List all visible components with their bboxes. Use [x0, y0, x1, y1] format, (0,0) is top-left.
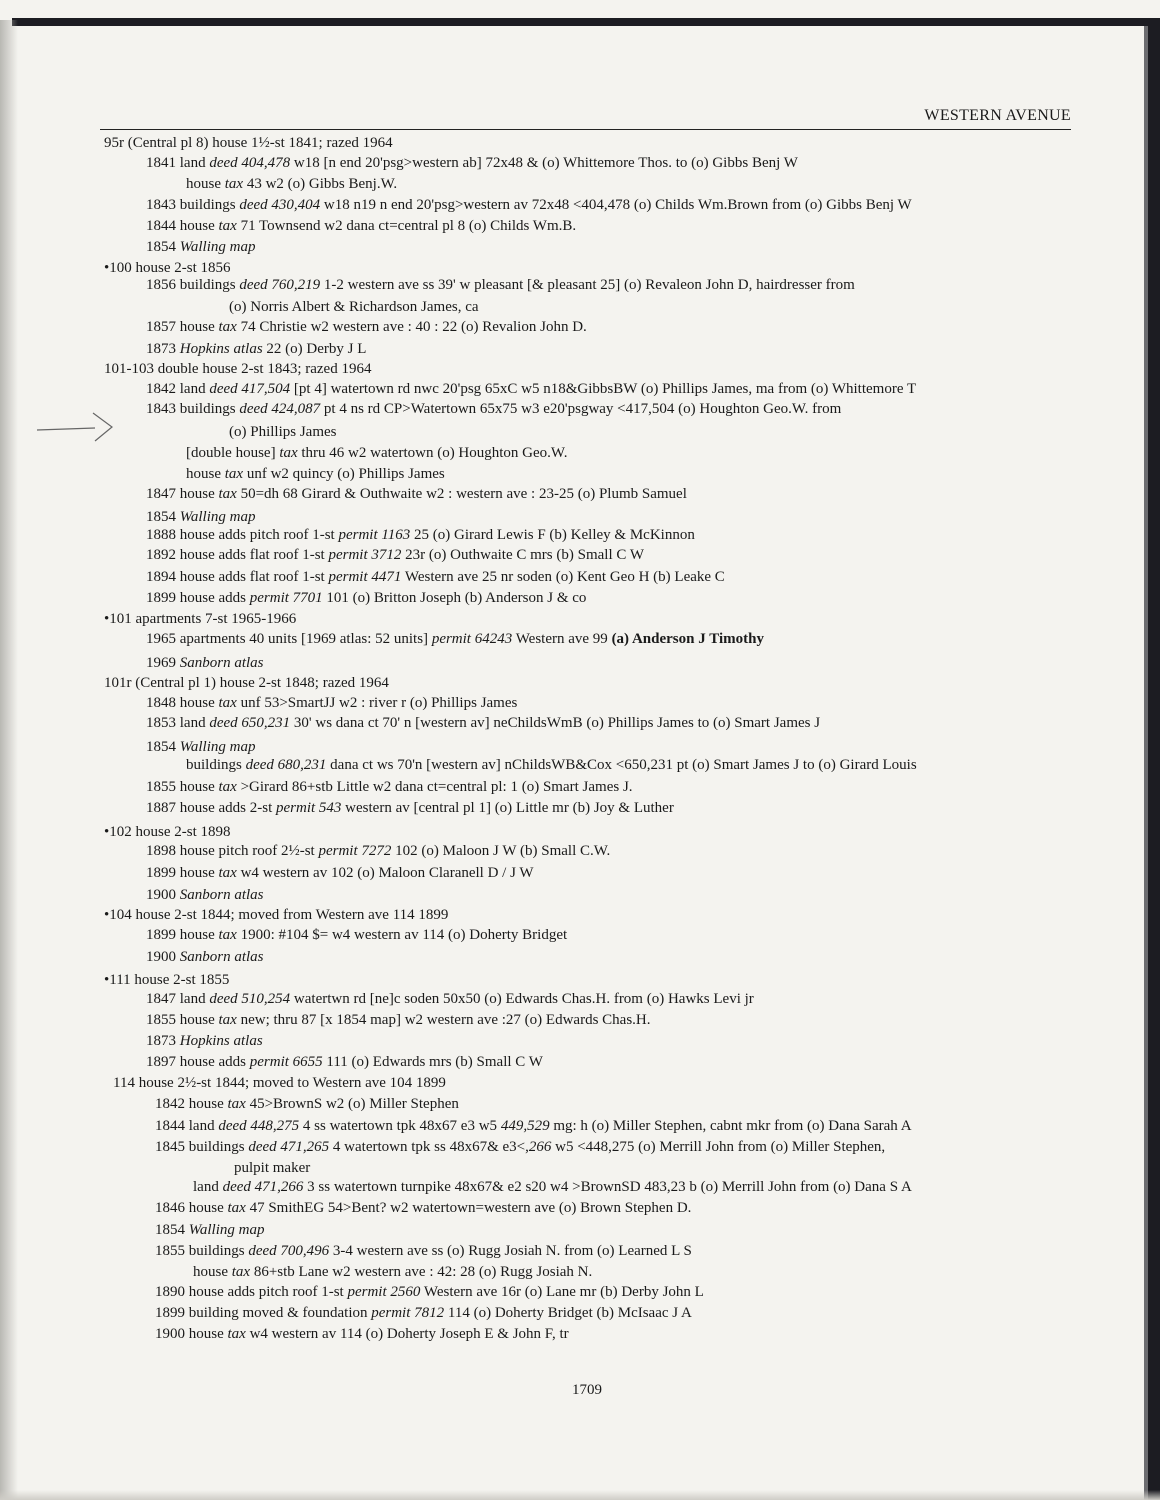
- page-title: WESTERN AVENUE: [924, 107, 1071, 124]
- entry-line: house tax 86+stb Lane w2 western ave : 42: 28 (o) Rugg Josiah N.: [193, 1264, 593, 1280]
- scan-left-shadow: [0, 20, 18, 1500]
- entry-line: 1855 house tax >Girard 86+stb Little w2 dana ct=central pl: 1 (o) Smart James J.: [146, 779, 633, 795]
- entry-line: 1847 house tax 50=dh 68 Girard & Outhwaite w2 : western ave : 23-25 (o) Plumb Samuel: [146, 486, 687, 502]
- entry-line: 1843 buildings deed 430,404 w18 n19 n end 20'psg>western av 72x48 <404,478 (o) Childs Wm.Brown from (o) Gibbs Benj W: [146, 197, 912, 213]
- entry-line: 1900 house tax w4 western av 114 (o) Doherty Joseph E & John F, tr: [155, 1326, 569, 1342]
- entry-line: 1844 house tax 71 Townsend w2 dana ct=central pl 8 (o) Childs Wm.B.: [146, 218, 577, 234]
- scan-right-edge: [1148, 18, 1160, 1500]
- entry-line: 1842 house tax 45>BrownS w2 (o) Miller Stephen: [155, 1096, 459, 1112]
- entry-line: buildings deed 680,231 dana ct ws 70'n [western av] nChildsWB&Cox <650,231 pt (o) Smart James J to (o) Girard Louis: [186, 757, 917, 773]
- entry-line: 1848 house tax unf 53>SmartJJ w2 : river r (o) Phillips James: [146, 695, 518, 711]
- entry-line: land deed 471,266 3 ss watertown turnpike 48x67& e2 s20 w4 >BrownSD 483,23 b (o) Merrill John from (o) Dana S A: [193, 1179, 912, 1195]
- entry-line: 1900 Sanborn atlas: [146, 949, 264, 965]
- entry-line: 114 house 2½-st 1844; moved to Western ave 104 1899: [113, 1075, 446, 1091]
- entry-line: house tax unf w2 quincy (o) Phillips James: [186, 466, 445, 482]
- entry-line: 1898 house pitch roof 2½-st permit 7272 102 (o) Maloon J W (b) Small C.W.: [146, 843, 611, 859]
- entry-line: 1841 land deed 404,478 w18 [n end 20'psg>western ab] 72x48 & (o) Whittemore Thos. to (o) Gibbs Benj W: [146, 155, 798, 171]
- entry-line: 101r (Central pl 1) house 2-st 1848; razed 1964: [104, 675, 389, 691]
- entry-line: 1854 Walling map: [146, 239, 256, 255]
- entry-line: 1900 Sanborn atlas: [146, 887, 264, 903]
- entry-line: 1873 Hopkins atlas: [146, 1033, 263, 1049]
- entry-line: •102 house 2-st 1898: [104, 824, 231, 840]
- entry-line: 1899 house tax w4 western av 102 (o) Maloon Claranell D / J W: [146, 865, 534, 881]
- entry-line: •111 house 2-st 1855: [104, 972, 230, 988]
- entry-line: pulpit maker: [234, 1160, 311, 1176]
- entry-line: 1899 building moved & foundation permit 7812 114 (o) Doherty Bridget (b) McIsaac J A: [155, 1305, 692, 1321]
- entry-line: 1969 Sanborn atlas: [146, 655, 264, 671]
- scan-bottom-shadow: [0, 1490, 1160, 1500]
- entry-line: •104 house 2-st 1844; moved from Western ave 114 1899: [104, 907, 449, 923]
- entry-line: 95r (Central pl 8) house 1½-st 1841; razed 1964: [104, 135, 393, 151]
- entry-line: 1894 house adds flat roof 1-st permit 4471 Western ave 25 nr soden (o) Kent Geo H (b) Leake C: [146, 569, 725, 585]
- entry-line: 1854 Walling map: [146, 739, 256, 755]
- entry-line: 1899 house adds permit 7701 101 (o) Britton Joseph (b) Anderson J & co: [146, 590, 587, 606]
- entry-line: 1892 house adds flat roof 1-st permit 3712 23r (o) Outhwaite C mrs (b) Small C W: [146, 547, 644, 563]
- entry-line: •101 apartments 7-st 1965-1966: [104, 611, 297, 627]
- entry-line: 1965 apartments 40 units [1969 atlas: 52 units] permit 64243 Western ave 99 (a) Anderson J Timothy: [146, 631, 764, 647]
- entry-line: 1843 buildings deed 424,087 pt 4 ns rd CP>Watertown 65x75 w3 e20'psgway <417,504 (o) Houghton Geo.W. from: [146, 401, 842, 417]
- entry-line: 1842 land deed 417,504 [pt 4] watertown rd nwc 20'psg 65xC w5 n18&GibbsBW (o) Phillips James, ma from (o) Whittemore T: [146, 381, 917, 397]
- entry-line: [double house] tax thru 46 w2 watertown (o) Houghton Geo.W.: [186, 445, 568, 461]
- entry-line: (o) Norris Albert & Richardson James, ca: [229, 299, 479, 315]
- running-header: [100, 107, 1071, 130]
- entry-line: 1854 Walling map: [146, 509, 256, 525]
- entry-line: 1855 buildings deed 700,496 3-4 western ave ss (o) Rugg Josiah N. from (o) Learned L S: [155, 1243, 692, 1259]
- entry-line: 1845 buildings deed 471,265 4 watertown tpk ss 48x67& e3<,266 w5 <448,275 (o) Merrill John from (o) Miller Stephen,: [155, 1139, 886, 1155]
- page-number: 1709: [572, 1382, 602, 1398]
- entry-line: 1846 house tax 47 SmithEG 54>Bent? w2 watertown=western ave (o) Brown Stephen D.: [155, 1200, 692, 1216]
- entry-line: 1857 house tax 74 Christie w2 western ave : 40 : 22 (o) Revalion John D.: [146, 319, 587, 335]
- entry-line: 1899 house tax 1900: #104 $= w4 western av 114 (o) Doherty Bridget: [146, 927, 568, 943]
- entry-line: •100 house 2-st 1856: [104, 260, 231, 276]
- entry-line: 1853 land deed 650,231 30' ws dana ct 70' n [western av] neChildsWmB (o) Phillips James to (o) Smart James J: [146, 715, 821, 731]
- entry-line: (o) Phillips James: [229, 424, 337, 440]
- entry-line: 1854 Walling map: [155, 1222, 265, 1238]
- entry-line: 1873 Hopkins atlas 22 (o) Derby J L: [146, 341, 367, 357]
- handwritten-arrow-icon: [35, 405, 115, 445]
- entry-line: 1888 house adds pitch roof 1-st permit 1163 25 (o) Girard Lewis F (b) Kelley & McKinnon: [146, 527, 695, 543]
- entry-line: 1856 buildings deed 760,219 1-2 western ave ss 39' w pleasant [& pleasant 25] (o) Revaleon John D, hairdresser from: [146, 277, 855, 293]
- scan-top-edge: [12, 18, 1148, 26]
- entry-line: 101-103 double house 2-st 1843; razed 1964: [104, 361, 372, 377]
- entry-line: 1890 house adds pitch roof 1-st permit 2560 Western ave 16r (o) Lane mr (b) Derby John L: [155, 1284, 704, 1300]
- entry-line: 1847 land deed 510,254 watertwn rd [ne]c soden 50x50 (o) Edwards Chas.H. from (o) Hawks Levi jr: [146, 991, 754, 1007]
- entry-line: 1844 land deed 448,275 4 ss watertown tpk 48x67 e3 w5 449,529 mg: h (o) Miller Stephen, cabnt mkr from (o) Dana Sarah A: [155, 1118, 912, 1134]
- entry-line: 1887 house adds 2-st permit 543 western av [central pl 1] (o) Little mr (b) Joy & Luther: [146, 800, 674, 816]
- entry-line: house tax 43 w2 (o) Gibbs Benj.W.: [186, 176, 398, 192]
- entry-line: 1855 house tax new; thru 87 [x 1854 map] w2 western ave :27 (o) Edwards Chas.H.: [146, 1012, 651, 1028]
- entry-line: 1897 house adds permit 6655 111 (o) Edwards mrs (b) Small C W: [146, 1054, 543, 1070]
